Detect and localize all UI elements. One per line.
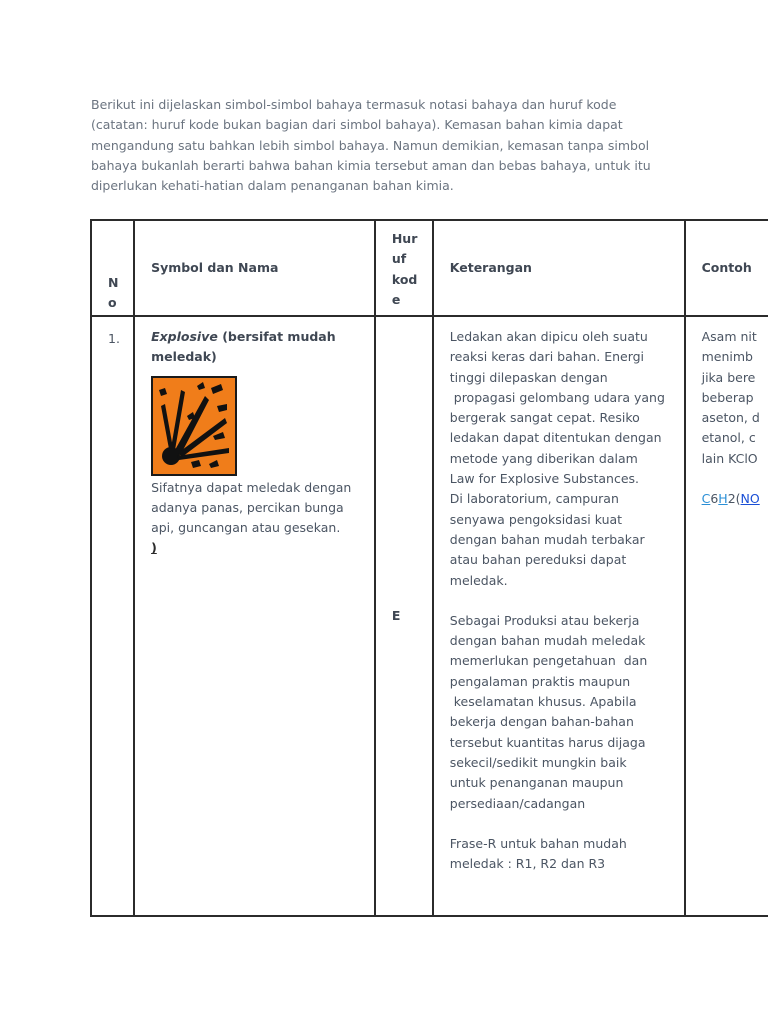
symbol-name bbox=[151, 327, 366, 368]
symbol-desc-line: adanya panas, percikan bunga bbox=[151, 499, 344, 515]
kode-cell bbox=[375, 316, 433, 916]
ket-line: tinggi dilepaskan dengan bbox=[449, 369, 608, 385]
row-number: 1. bbox=[91, 316, 134, 916]
ket-line: meledak. bbox=[449, 572, 508, 588]
ket-line: dengan bahan mudah terbakar bbox=[449, 531, 645, 547]
symbol-desc-paren: ) bbox=[151, 540, 157, 556]
ket-line: memerlukan pengetahuan dan bbox=[449, 653, 648, 669]
header-kode-line: Hur bbox=[391, 231, 418, 246]
intro-line: (catatan: huruf kode bukan bagian dari simbol bahaya). Kemasan bahan kimia dapat bbox=[91, 117, 623, 133]
header-kode-line: uf bbox=[391, 251, 407, 267]
ket-line: senyawa pengoksidasi kuat bbox=[449, 511, 623, 527]
contoh-line: aseton, d bbox=[701, 410, 760, 426]
table-row bbox=[91, 316, 768, 916]
ket-line: sekecil/sedikit mungkin baik bbox=[449, 754, 627, 770]
intro-line: mengandung satu bahkan lebih simbol bahaya. Namun demikian, kemasan tanpa simbol bbox=[91, 137, 650, 153]
formula-link-h[interactable]: H bbox=[718, 491, 728, 507]
header-no-line: o bbox=[108, 295, 117, 311]
intro-paragraph bbox=[91, 95, 691, 196]
intro-line: bahaya bukanlah berarti bahwa bahan kimia tersebut aman dan bebas bahaya, untuk itu bbox=[91, 157, 651, 173]
header-kode bbox=[375, 220, 433, 316]
contoh-line: jika bere bbox=[701, 369, 756, 385]
symbol-name-rest: (bersifat mudah bbox=[217, 329, 336, 344]
ket-line: Ledakan akan dipicu oleh suatu bbox=[449, 329, 648, 344]
ket-line: Di laboratorium, campuran bbox=[449, 491, 619, 507]
ket-line: tersebut kuantitas harus dijaga bbox=[449, 734, 646, 750]
ket-line: Sebagai Produksi atau bekerja bbox=[449, 612, 640, 628]
symbol-desc-line bbox=[151, 518, 366, 559]
formula-six: 6 bbox=[710, 491, 719, 507]
ket-line: bergerak sangat cepat. Resiko bbox=[449, 410, 640, 426]
header-no-line: N bbox=[108, 275, 119, 290]
ket-line: meledak : R1, R2 dan R3 bbox=[449, 856, 606, 872]
header-keterangan: Keterangan bbox=[433, 220, 685, 316]
symbol-description bbox=[151, 478, 366, 559]
explosive-hazard-icon bbox=[151, 376, 237, 476]
contoh-line: etanol, c bbox=[701, 430, 756, 446]
header-symbol: Symbol dan Nama bbox=[134, 220, 375, 316]
header-kode-line: e bbox=[391, 291, 401, 307]
ket-line: atau bahan pereduksi dapat bbox=[449, 552, 627, 568]
formula-link-no[interactable]: NO bbox=[740, 491, 760, 507]
ket-line: dengan bahan mudah meledak bbox=[449, 633, 646, 649]
contoh-line: lain KClO bbox=[701, 450, 758, 466]
ket-line: propagasi gelombang udara yang bbox=[449, 389, 665, 405]
symbol-name-italic: Explosive bbox=[151, 329, 218, 344]
contoh-gap bbox=[702, 469, 768, 489]
contoh-line: menimb bbox=[701, 349, 753, 365]
ket-line: bekerja dengan bahan-bahan bbox=[449, 714, 634, 730]
formula-link-c[interactable]: C bbox=[701, 491, 711, 507]
hazard-code: E bbox=[391, 607, 401, 623]
ket-line: persediaan/cadangan bbox=[449, 795, 586, 811]
contoh-cell bbox=[685, 316, 768, 916]
table-header-row bbox=[91, 220, 768, 316]
paragraph-gap bbox=[450, 591, 678, 611]
hazard-symbol-table bbox=[90, 219, 768, 917]
symbol-desc-line: Sifatnya dapat meledak dengan bbox=[151, 479, 352, 495]
chemical-formula bbox=[702, 489, 768, 509]
symbol-name-line2: meledak) bbox=[151, 349, 217, 365]
header-no bbox=[91, 220, 134, 316]
ket-line: reaksi keras dari bahan. Energi bbox=[449, 349, 645, 365]
symbol-cell bbox=[134, 316, 375, 916]
paragraph-gap bbox=[450, 814, 678, 834]
symbol-desc-text: api, guncangan atau gesekan. bbox=[151, 520, 341, 536]
ket-line: ledakan dapat ditentukan dengan bbox=[449, 430, 662, 446]
contoh-line: beberap bbox=[701, 389, 754, 405]
ket-line: untuk penanganan maupun bbox=[449, 775, 624, 791]
contoh-line: Asam nit bbox=[701, 329, 757, 344]
ket-line: pengalaman praktis maupun bbox=[449, 673, 631, 689]
header-kode-line: kod bbox=[391, 271, 418, 287]
formula-two: 2( bbox=[727, 491, 741, 507]
intro-line: diperlukan kehati-hatian dalam penanganan bahan kimia. bbox=[91, 178, 454, 194]
header-contoh: Contoh bbox=[685, 220, 768, 316]
ket-line: Law for Explosive Substances. bbox=[449, 471, 639, 487]
ket-line: Frase-R untuk bahan mudah bbox=[449, 835, 627, 851]
ket-line: metode yang diberikan dalam bbox=[449, 450, 638, 466]
keterangan-cell bbox=[433, 316, 685, 916]
intro-line: Berikut ini dijelaskan simbol-simbol bahaya termasuk notasi bahaya dan huruf kode bbox=[91, 97, 617, 112]
ket-line: keselamatan khusus. Apabila bbox=[449, 694, 637, 710]
